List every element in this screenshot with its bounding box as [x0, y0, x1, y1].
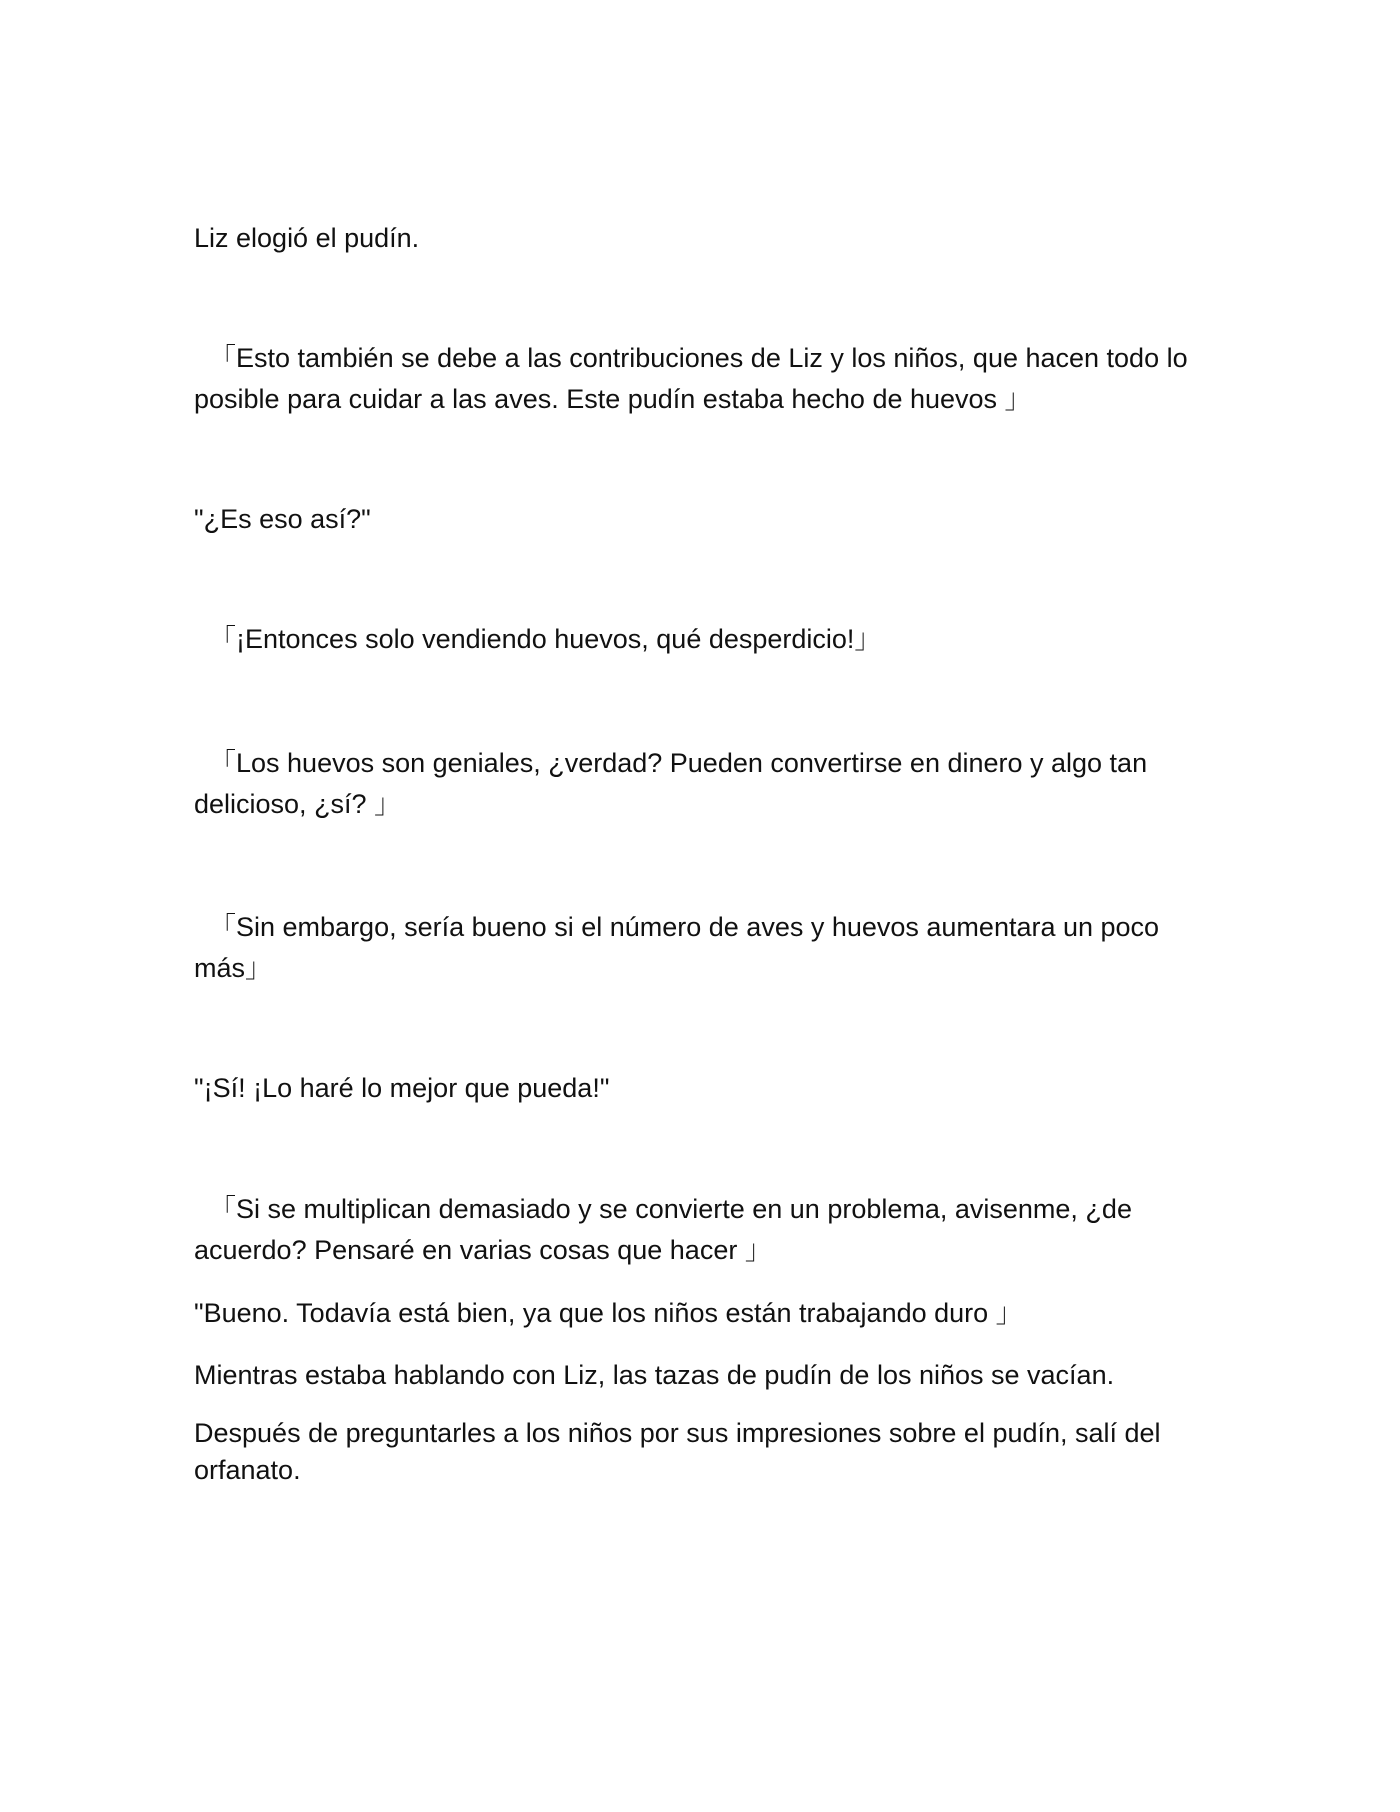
paragraph-line: más」 — [194, 953, 273, 983]
paragraph-dialogue-still-fine — [194, 1293, 1214, 1334]
paragraph-line: Liz elogió el pudín. — [194, 223, 420, 253]
paragraph-line: posible para cuidar a las aves. Este pudín estaba hecho de huevos 」 — [194, 384, 1032, 414]
paragraph-dialogue-waste — [194, 619, 1214, 660]
paragraph-dialogue-is-that-so — [194, 499, 1214, 540]
paragraph-line: 「Si se multiplican demasiado y se convierte en un problema, avisenme, ¿de — [194, 1194, 1132, 1224]
paragraph-line: delicioso, ¿sí? 」 — [194, 789, 402, 819]
paragraph-line: Después de preguntarles a los niños por sus impresiones sobre el pudín, salí del — [194, 1418, 1161, 1448]
paragraph-dialogue-let-me-know — [194, 1189, 1214, 1271]
paragraph-line: "Bueno. Todavía está bien, ya que los niños están trabajando duro 」 — [194, 1298, 1023, 1328]
paragraph-line: 「Esto también se debe a las contribuciones de Liz y los niños, que hacen todo lo — [194, 343, 1188, 373]
paragraph-line: acuerdo? Pensaré en varias cosas que hacer 」 — [194, 1235, 772, 1265]
paragraph-narration-praise — [194, 218, 1214, 259]
paragraph-line: 「¡Entonces solo vendiendo huevos, qué desperdicio!」 — [194, 624, 882, 654]
paragraph-line: "¿Es eso así?" — [194, 504, 371, 534]
paragraph-line: orfanato. — [194, 1455, 301, 1485]
paragraph-line: 「Sin embargo, sería bueno si el número de aves y huevos aumentara un poco — [194, 912, 1160, 942]
paragraph-dialogue-do-my-best — [194, 1068, 1214, 1109]
paragraph-line: "¡Sí! ¡Lo haré lo mejor que pueda!" — [194, 1073, 610, 1103]
paragraph-narration-cups-empty — [194, 1355, 1214, 1396]
paragraph-line: Mientras estaba hablando con Liz, las tazas de pudín de los niños se vacían. — [194, 1360, 1115, 1390]
paragraph-dialogue-contributions — [194, 338, 1214, 420]
paragraph-dialogue-more-birds — [194, 907, 1214, 989]
paragraph-narration-left-orphanage — [194, 1415, 1214, 1489]
paragraph-dialogue-eggs-great — [194, 743, 1214, 825]
paragraph-line: 「Los huevos son geniales, ¿verdad? Pueden convertirse en dinero y algo tan — [194, 748, 1148, 778]
